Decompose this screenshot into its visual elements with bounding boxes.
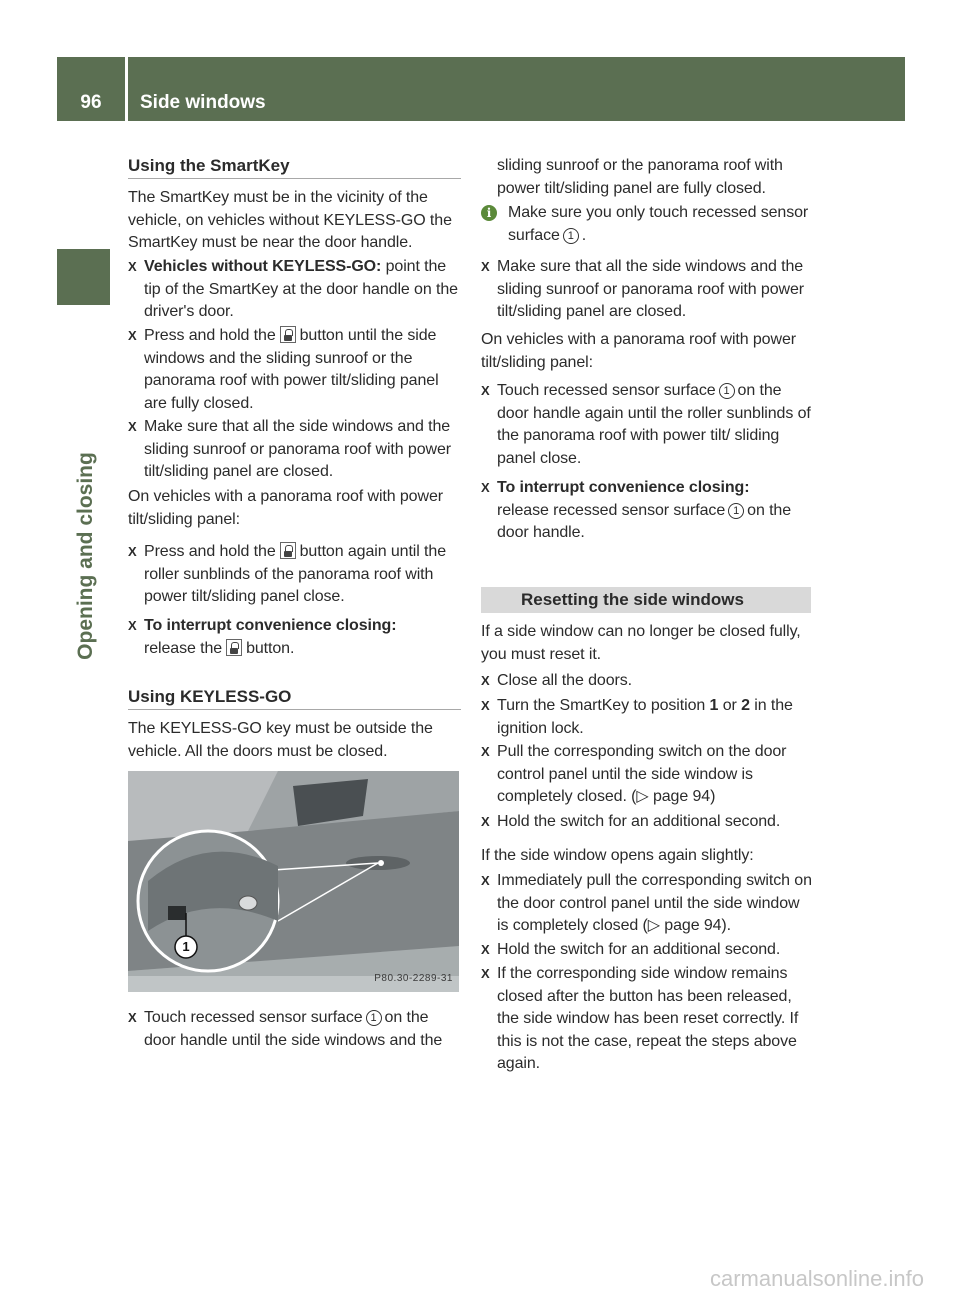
step-text: If the corresponding side window remains closed after the button has been released, the side window has been reset correctly. If this is not the case, repeat the steps above again.	[497, 965, 799, 1072]
step-bullet-icon: X	[481, 873, 490, 888]
step-condition: To interrupt convenience closing:	[144, 617, 397, 634]
section-tab	[57, 249, 110, 305]
step-bullet-icon: X	[481, 814, 490, 829]
step-bullet-icon: X	[128, 1010, 137, 1025]
step-bullet-icon: X	[481, 480, 490, 495]
position-value: 2	[741, 697, 750, 714]
footer-watermark: carmanualsonline.info	[709, 1266, 924, 1291]
info-text: .	[581, 226, 587, 244]
step-item	[481, 670, 814, 693]
step-item	[481, 870, 814, 938]
step-text: release the	[144, 639, 223, 657]
paragraph: If a side window can no longer be closed fully, you must reset it.	[481, 623, 801, 663]
step-text: Press and hold the	[144, 327, 276, 344]
header-divider	[125, 57, 128, 121]
step-item	[481, 477, 814, 545]
step-item	[481, 256, 814, 324]
step-item	[128, 325, 461, 415]
step-item	[481, 963, 814, 1076]
callout-1-icon: 1	[563, 228, 579, 244]
step-item	[128, 1007, 461, 1052]
step-bullet-icon: X	[128, 259, 137, 274]
info-note	[481, 202, 814, 247]
photo-code: P80.30-2289-31	[374, 972, 453, 984]
running-title: Side windows	[140, 92, 266, 113]
heading-using-smartkey: Using the SmartKey	[128, 156, 290, 175]
step-text: button.	[246, 639, 295, 657]
step-text: Make sure that all the side windows and the sliding sunroof or panorama roof with power tilt/sliding panel are closed.	[497, 258, 804, 320]
step-text: button again until the roller sunblinds of the panorama roof with power tilt/sliding panel close.	[144, 543, 446, 605]
door-handle-photo	[128, 771, 459, 992]
callout-number: 1	[182, 939, 190, 954]
page-number: 96	[80, 92, 102, 113]
step-item	[481, 811, 814, 834]
step-text: or	[722, 697, 737, 714]
step-item	[128, 615, 461, 660]
step-text: on the door handle until the side windows and the	[144, 1009, 443, 1049]
step-item	[128, 541, 461, 609]
callout-1-icon: 1	[728, 503, 744, 519]
step-text: button until the side windows and the sliding sunroof or the panorama roof with power tilt/sliding panel are fully closed.	[144, 327, 439, 412]
step-condition: Vehicles without KEYLESS-GO:	[144, 258, 382, 275]
paragraph: The SmartKey must be in the vicinity of the vehicle, on vehicles without KEYLESS-GO the SmartKey must be near the door handle.	[128, 189, 452, 251]
step-bullet-icon: X	[481, 744, 490, 759]
paragraph: On vehicles with a panorama roof with power tilt/sliding panel:	[481, 331, 796, 371]
step-item	[481, 939, 814, 962]
step-text: point the tip of the SmartKey at the door handle on the driver's door.	[144, 258, 458, 320]
step-text: Hold the switch for an additional second.	[497, 813, 781, 830]
step-text: Turn the SmartKey to position	[497, 697, 706, 714]
step-text: Close all the doors.	[497, 672, 632, 689]
step-text: on the door handle again until the roller sunblinds of the panorama roof with power tilt/ sliding panel close.	[497, 382, 811, 467]
step-bullet-icon: X	[481, 698, 490, 713]
callout-1-icon: 1	[719, 383, 735, 399]
position-value: 1	[709, 697, 719, 714]
step-text: Touch recessed sensor surface	[144, 1009, 363, 1026]
paragraph: If the side window opens again slightly:	[481, 847, 754, 864]
paragraph: On vehicles with a panorama roof with power tilt/sliding panel:	[128, 488, 443, 528]
step-item	[481, 695, 814, 740]
step-bullet-icon: X	[481, 942, 490, 957]
step-item	[481, 741, 814, 809]
step-text: Pull the corresponding switch on the door control panel until the side window is completely closed. (▷ page 94)	[497, 743, 787, 805]
step-text: Immediately pull the corresponding switch on the door control panel until the side window is completely closed (▷ page 94).	[497, 872, 812, 934]
step-bullet-icon: X	[128, 618, 137, 633]
step-bullet-icon: X	[128, 328, 137, 343]
callout-1-icon: 1	[366, 1010, 382, 1026]
step-item	[128, 256, 461, 324]
step-text: Make sure that all the side windows and the sliding sunroof or panorama roof with power tilt/sliding panel are closed.	[144, 418, 451, 480]
door-handle-illustration	[128, 771, 459, 992]
step-bullet-icon: X	[481, 383, 490, 398]
heading-rule	[128, 709, 461, 710]
step-text: Touch recessed sensor surface	[497, 382, 716, 399]
continued-step-text: sliding sunroof or the panorama roof with power tilt/sliding panel are fully closed.	[497, 157, 783, 197]
step-bullet-icon: X	[128, 544, 137, 559]
step-text: release recessed sensor surface	[497, 501, 726, 519]
step-condition: To interrupt convenience closing:	[497, 479, 750, 496]
step-bullet-icon: X	[481, 259, 490, 274]
section-label: Opening and closing	[74, 452, 97, 660]
lock-key-icon	[280, 326, 296, 343]
heading-resetting-side-windows: Resetting the side windows	[481, 587, 811, 613]
info-icon: i	[481, 205, 497, 221]
step-item	[481, 380, 814, 470]
heading-rule	[128, 178, 461, 179]
lock-key-icon	[280, 542, 296, 559]
step-text: Press and hold the	[144, 543, 276, 560]
heading-using-keyless-go: Using KEYLESS-GO	[128, 687, 292, 706]
step-text: Hold the switch for an additional second.	[497, 941, 781, 958]
step-item	[128, 416, 461, 484]
step-bullet-icon: X	[481, 966, 490, 981]
paragraph: The KEYLESS-GO key must be outside the vehicle. All the doors must be closed.	[128, 720, 433, 760]
info-text: Make sure you only touch recessed sensor surface	[508, 204, 809, 244]
step-bullet-icon: X	[128, 419, 137, 434]
step-bullet-icon: X	[481, 673, 490, 688]
step-text: on the door handle.	[497, 501, 792, 541]
lock-key-icon	[226, 639, 242, 656]
step-text: in the ignition lock.	[497, 697, 793, 737]
